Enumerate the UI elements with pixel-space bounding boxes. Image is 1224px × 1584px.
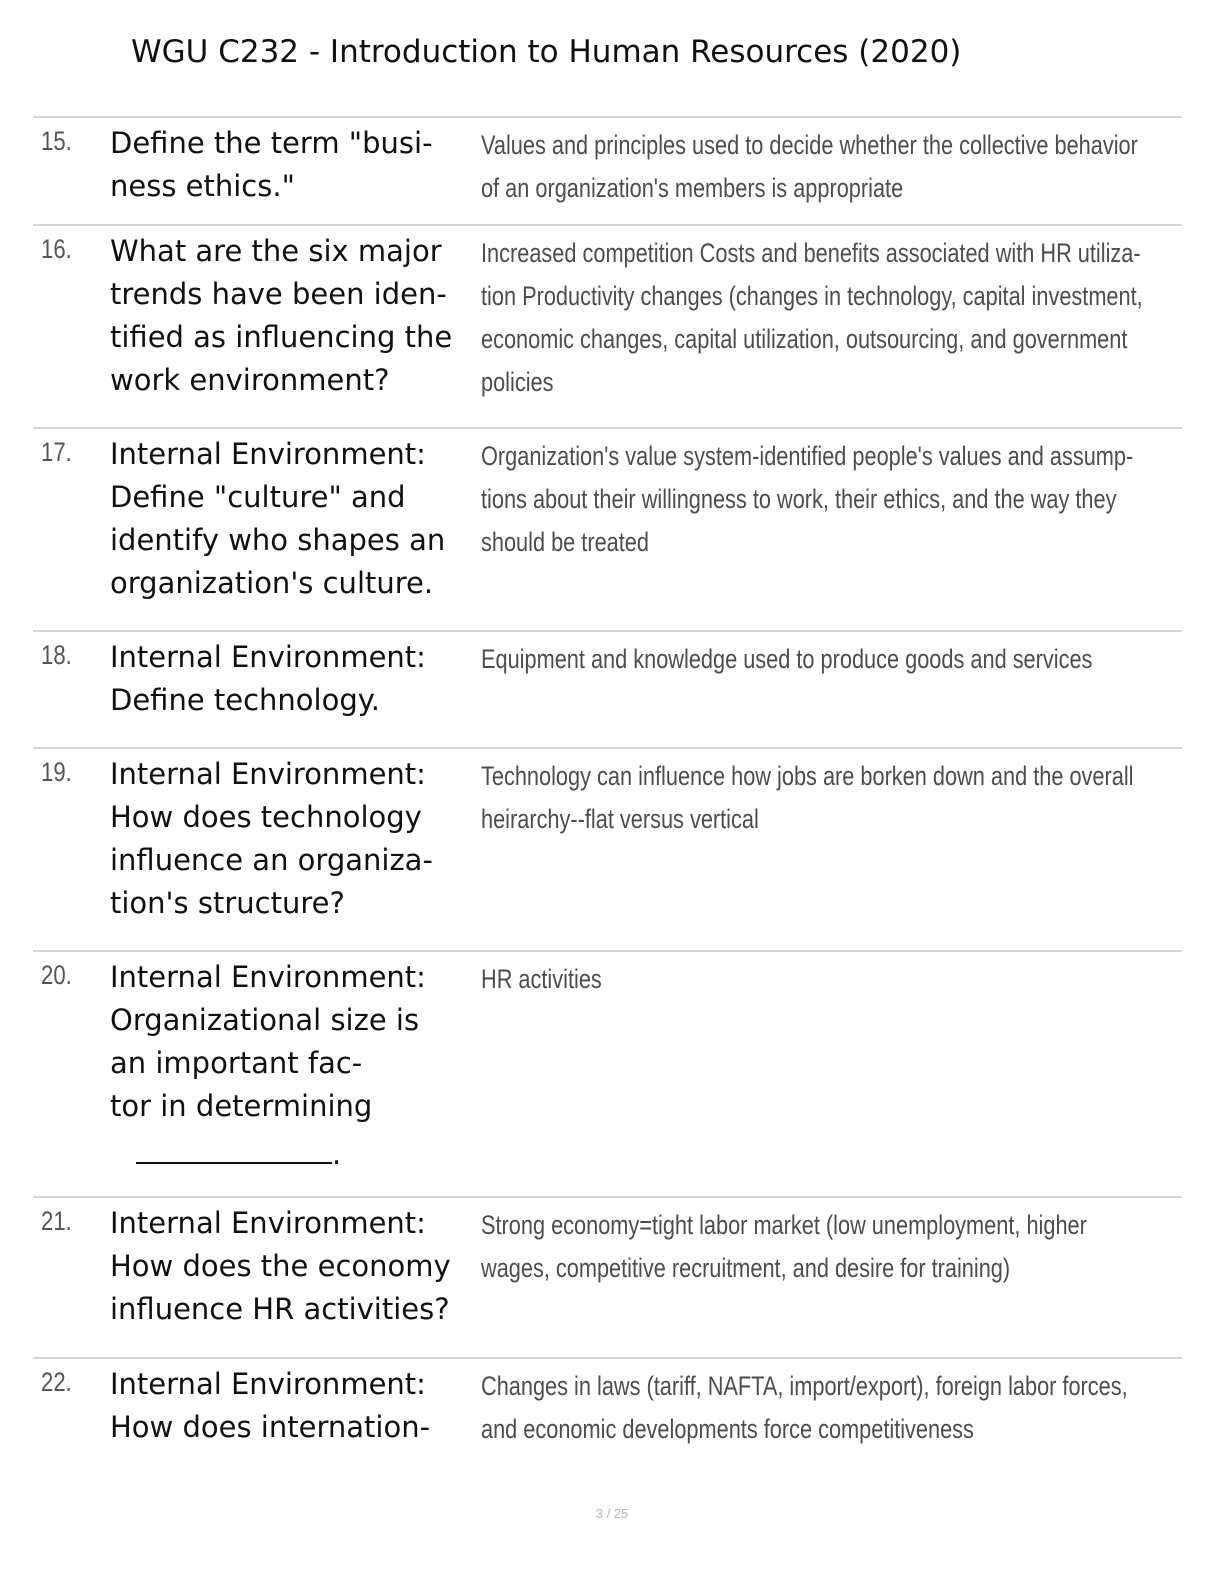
card-number: 21. (41, 1206, 72, 1236)
card-term: Internal Environment: How does technology influence an organiza- tion's structure? (110, 757, 433, 920)
card-number: 22. (41, 1367, 72, 1397)
card-definition (481, 124, 1181, 210)
card-definition (481, 435, 1181, 564)
flashcard-row (33, 632, 1182, 749)
card-definition-text: Changes in laws (tariff, NAFTA, import/export), foreign labor forces, and economic developments force competitiveness (481, 1371, 1128, 1444)
card-definition-text: HR activities (481, 964, 602, 994)
card-number: 17. (41, 437, 72, 467)
card-term: Internal Environment: How does internation- (110, 1367, 431, 1444)
card-number: 15. (41, 126, 72, 156)
card-term: Internal Environment: Define "culture" and identify who shapes an organization's culture. (110, 437, 446, 600)
document-title: WGU C232 - Introduction to Human Resources (2020) (131, 34, 962, 70)
flashcard-row (33, 118, 1182, 226)
flashcard-row (33, 952, 1182, 1198)
flashcard-row (33, 429, 1182, 632)
flashcard-list (33, 116, 1182, 1464)
card-number: 19. (41, 757, 72, 787)
flashcard-row (33, 1198, 1182, 1359)
card-number: 20. (41, 960, 72, 990)
term-suffix: . (332, 1137, 342, 1171)
card-term (110, 956, 470, 1176)
card-definition (481, 232, 1181, 404)
card-definition-text: Strong economy=tight labor market (low unemployment, higher wages, competitive recruitment, and desire for training) (481, 1210, 1087, 1283)
card-number: 16. (41, 234, 72, 264)
card-definition-text: Organization's value system-identified people's values and assump- tions about their willingness to work, their ethics, and the way they should be treated (481, 441, 1134, 557)
card-term: Internal Environment: How does the economy influence HR activities? (110, 1206, 451, 1326)
card-term-text: Internal Environment: Organizational size is an important fac- tor in determining (110, 960, 426, 1123)
card-definition (481, 755, 1181, 841)
card-term: What are the six major trends have been iden- tified as influencing the work environment? (110, 234, 453, 397)
card-definition (481, 1365, 1181, 1451)
flashcard-row (33, 749, 1182, 952)
fill-in-blank (136, 1128, 332, 1164)
card-term: Define the term "busi- ness ethics." (110, 126, 433, 203)
card-definition-text: Technology can influence how jobs are borken down and the overall heirarchy--flat versus vertical (481, 761, 1134, 834)
card-definition-text: Values and principles used to decide whether the collective behavior of an organization's members is appropriate (481, 130, 1138, 203)
flashcard-row (33, 226, 1182, 429)
card-definition-text: Equipment and knowledge used to produce goods and services (481, 644, 1093, 674)
flashcard-row (33, 1359, 1182, 1464)
card-number: 18. (41, 640, 72, 670)
card-definition (481, 1204, 1181, 1290)
card-definition (481, 638, 1181, 681)
card-definition (481, 958, 1181, 1001)
card-term: Internal Environment: Define technology. (110, 640, 426, 717)
page-number: 3 / 25 (595, 1506, 629, 1521)
card-definition-text: Increased competition Costs and benefits associated with HR utiliza- tion Productivity changes (changes in technology, capital investment, economic changes, capital utilization, outsourcing, and government policies (481, 238, 1143, 397)
